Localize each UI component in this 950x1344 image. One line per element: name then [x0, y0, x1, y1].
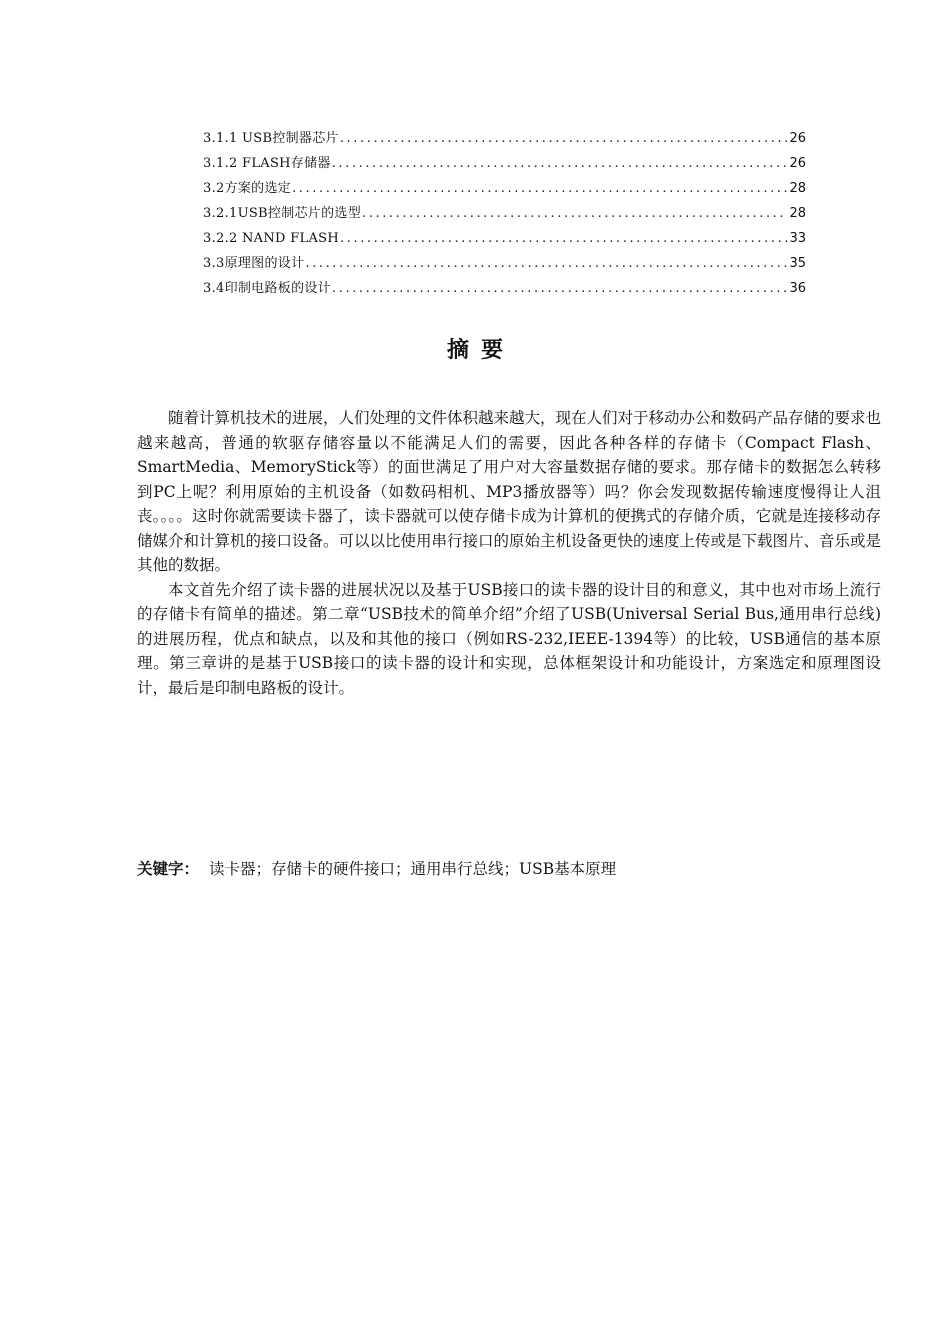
toc-entry-page: 26 [789, 156, 806, 171]
toc-leader-dots [332, 151, 788, 176]
toc-entry[interactable] [203, 126, 806, 151]
toc-entry-label: 3.2方案的选定 [203, 181, 292, 196]
toc-entry[interactable] [203, 151, 806, 176]
toc-leader-dots [332, 276, 787, 301]
toc-leader-dots [340, 226, 787, 251]
toc-entry-page: 35 [789, 256, 806, 271]
toc-entry[interactable] [203, 226, 806, 251]
toc-entry-label: 3.2.2 NAND FLASH [203, 231, 339, 246]
toc-leader-dots [340, 126, 788, 151]
toc-entry-page: 26 [789, 131, 806, 146]
abstract-paragraph: 本文首先介绍了读卡器的进展状况以及基于USB接口的读卡器的设计目的和意义，其中也对市场上流行的存储卡有简单的描述。第二章“USB技术的简单介绍”介绍了USB(Universal Serial Bus,通用串行总线)的进展历程，优点和缺点，以及和其他的接口（例如RS-232,IEEE-1394等）的比较，USB通信的基本原理。第三章讲的是基于USB接口的读卡器的设计和实现，总体框架设计和功能设计，方案选定和原理图设计，最后是印制电路板的设计。 [137, 580, 881, 697]
toc-entry-page: 28 [789, 181, 806, 196]
abstract-heading: 摘要 [446, 338, 515, 363]
abstract-paragraph: 随着计算机技术的进展，人们处理的文件体积越来越大，现在人们对于移动办公和数码产品存储的要求也越来越高，普通的软驱存储容量以不能满足人们的需要，因此各种各样的存储卡（Compact Flash、SmartMedia、MemoryStick等）的面世满足了用户对大容量数据存储的要求。那存储卡的数据怎么转移到PC上呢？利用原始的主机设备（如数码相机、MP3播放器等）吗？你会发现数据传输速度慢得让人沮丧。。。。这时你就需要读卡器了，读卡器就可以使存储卡成为计算机的便携式的存储介质，它就是连接移动存储媒介和计算机的接口设备。可以以比使用串行接口的原始主机设备更快的速度上传或是下载图片、音乐或是其他的数据。 [137, 409, 882, 574]
toc-entry[interactable] [203, 201, 806, 226]
toc-entry-label: 3.1.1 USB控制器芯片 [203, 131, 339, 146]
keywords-text: 读卡器；存储卡的硬件接口；通用串行总线；USB基本原理 [209, 860, 617, 878]
toc-entry-label: 3.2.1USB控制芯片的选型 [203, 206, 361, 221]
table-of-contents [203, 126, 806, 301]
abstract-body [137, 406, 881, 700]
keywords-line [137, 857, 881, 881]
toc-entry-page: 33 [789, 231, 806, 246]
toc-entry-page: 36 [789, 281, 806, 296]
toc-entry[interactable] [203, 251, 806, 276]
toc-entry-label: 3.3原理图的设计 [203, 256, 305, 271]
toc-entry[interactable] [203, 276, 806, 301]
toc-leader-dots [305, 251, 787, 276]
keywords-label: 关键字： [137, 860, 200, 878]
toc-entry-label: 3.4印制电路板的设计 [203, 281, 331, 296]
toc-entry-label: 3.1.2 FLASH存储器 [203, 156, 331, 171]
toc-entry-page: 28 [789, 206, 806, 221]
toc-entry[interactable] [203, 176, 806, 201]
toc-leader-dots [362, 201, 787, 226]
toc-leader-dots [292, 176, 787, 201]
